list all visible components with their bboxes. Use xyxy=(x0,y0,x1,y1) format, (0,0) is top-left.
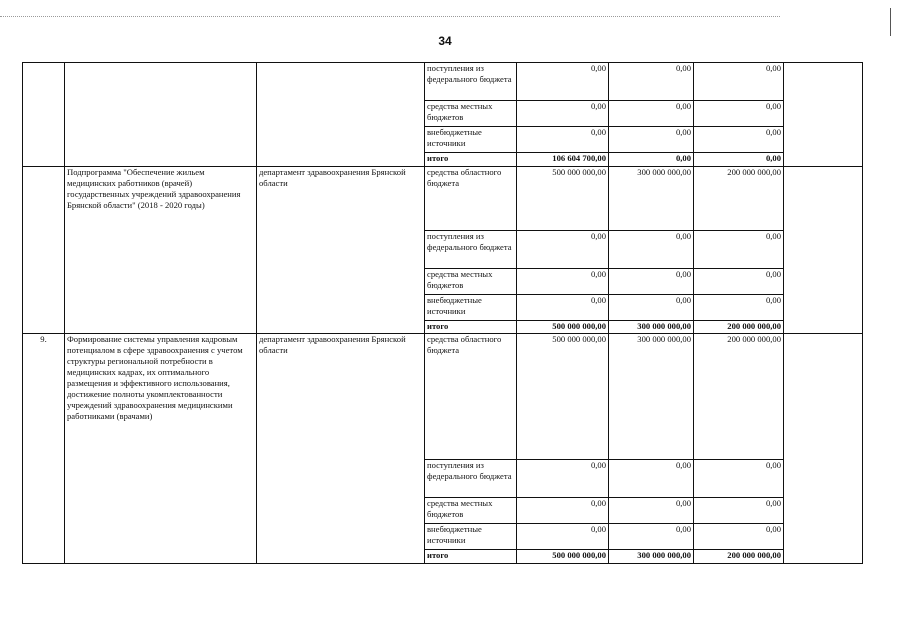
source-label: итого xyxy=(425,321,517,334)
amount-cell: 500 000 000,00 xyxy=(517,334,609,460)
empty-cell xyxy=(784,63,863,167)
table-row xyxy=(23,167,863,231)
source-label: средства местных бюджетов xyxy=(425,498,517,524)
amount-cell: 0,00 xyxy=(609,524,694,550)
source-label: средства местных бюджетов xyxy=(425,269,517,295)
page-number: 34 xyxy=(438,34,452,48)
source-label: средства областного бюджета xyxy=(425,167,517,231)
table-row xyxy=(23,334,863,460)
amount-cell: 0,00 xyxy=(694,295,784,321)
source-label: поступления из федерального бюджета xyxy=(425,460,517,498)
scan-artifact-edge xyxy=(890,8,891,36)
amount-cell: 0,00 xyxy=(694,231,784,269)
amount-cell: 300 000 000,00 xyxy=(609,167,694,231)
executor-cell xyxy=(257,63,425,167)
source-label: итого xyxy=(425,550,517,564)
item-name-cell xyxy=(65,63,257,167)
amount-cell: 0,00 xyxy=(609,127,694,153)
item-number-cell xyxy=(23,63,65,167)
amount-cell: 0,00 xyxy=(694,153,784,167)
item-number: 9. xyxy=(23,334,65,564)
amount-cell: 200 000 000,00 xyxy=(694,321,784,334)
empty-cell xyxy=(784,167,863,334)
subprogram-name: Подпрограмма "Обеспечение жильем медицинских работников (врачей) государственных учреждений здравоохранения Брянской области" (2018 - 2020 годы) xyxy=(65,167,257,334)
source-label: внебюджетные источники xyxy=(425,524,517,550)
amount-cell: 0,00 xyxy=(517,269,609,295)
amount-cell: 0,00 xyxy=(517,295,609,321)
funding-table xyxy=(22,62,863,564)
amount-cell: 0,00 xyxy=(517,498,609,524)
amount-cell: 0,00 xyxy=(609,153,694,167)
amount-cell: 0,00 xyxy=(609,231,694,269)
amount-cell: 0,00 xyxy=(609,63,694,101)
amount-cell: 200 000 000,00 xyxy=(694,334,784,460)
amount-cell: 300 000 000,00 xyxy=(609,321,694,334)
amount-cell: 200 000 000,00 xyxy=(694,167,784,231)
amount-cell: 0,00 xyxy=(517,127,609,153)
source-label: поступления из федерального бюджета xyxy=(425,231,517,269)
source-label: внебюджетные источники xyxy=(425,127,517,153)
empty-cell xyxy=(784,334,863,564)
amount-cell: 0,00 xyxy=(609,460,694,498)
source-label: средства местных бюджетов xyxy=(425,101,517,127)
amount-cell: 0,00 xyxy=(609,269,694,295)
source-label: средства областного бюджета xyxy=(425,334,517,460)
amount-cell: 106 604 700,00 xyxy=(517,153,609,167)
amount-cell: 200 000 000,00 xyxy=(694,550,784,564)
amount-cell: 0,00 xyxy=(694,269,784,295)
amount-cell: 0,00 xyxy=(517,524,609,550)
amount-cell: 0,00 xyxy=(517,231,609,269)
amount-cell: 0,00 xyxy=(517,101,609,127)
table-row xyxy=(23,63,863,101)
source-label: внебюджетные источники xyxy=(425,295,517,321)
amount-cell: 0,00 xyxy=(609,295,694,321)
item-name: Формирование системы управления кадровым потенциалом в сфере здравоохранения с учетом структуры региональной потребности в медицинских кадрах, их оптимального размещения и эффективного использования, достижение полноты укомплектованности учреждений здравоохранения медицинскими работниками (врачами) xyxy=(65,334,257,564)
amount-cell: 0,00 xyxy=(517,460,609,498)
amount-cell: 0,00 xyxy=(609,101,694,127)
amount-cell: 0,00 xyxy=(694,460,784,498)
amount-cell: 0,00 xyxy=(609,498,694,524)
amount-cell: 0,00 xyxy=(694,63,784,101)
amount-cell: 500 000 000,00 xyxy=(517,550,609,564)
scan-artifact-line xyxy=(0,16,780,17)
item-number-cell xyxy=(23,167,65,334)
executor-cell: департамент здравоохранения Брянской области xyxy=(257,334,425,564)
amount-cell: 300 000 000,00 xyxy=(609,334,694,460)
amount-cell: 300 000 000,00 xyxy=(609,550,694,564)
source-label: поступления из федерального бюджета xyxy=(425,63,517,101)
amount-cell: 500 000 000,00 xyxy=(517,167,609,231)
amount-cell: 0,00 xyxy=(694,101,784,127)
amount-cell: 500 000 000,00 xyxy=(517,321,609,334)
amount-cell: 0,00 xyxy=(694,498,784,524)
source-label: итого xyxy=(425,153,517,167)
amount-cell: 0,00 xyxy=(694,524,784,550)
amount-cell: 0,00 xyxy=(517,63,609,101)
amount-cell: 0,00 xyxy=(694,127,784,153)
executor-cell: департамент здравоохранения Брянской области xyxy=(257,167,425,334)
